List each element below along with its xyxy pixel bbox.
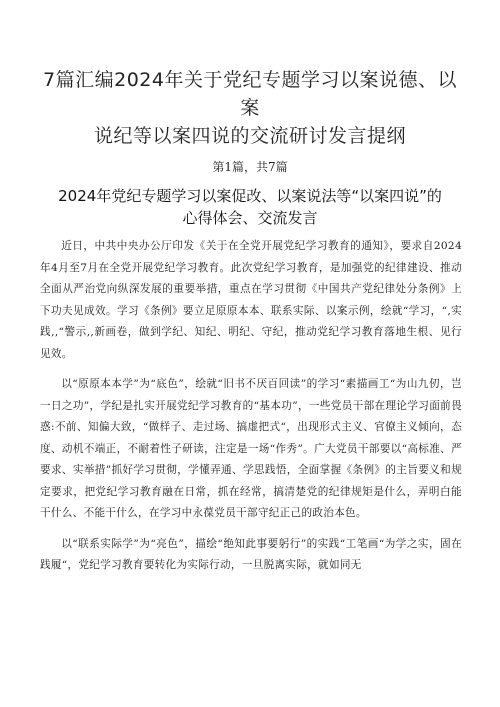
section-title-line-2: 心得体会、交流发言	[182, 209, 318, 227]
section-label: 第1篇，共7篇	[212, 160, 288, 174]
document-body	[40, 236, 462, 586]
document-title-line-2: 说纪等以案四说的交流研讨发言提纲	[93, 125, 406, 147]
section-title-line-1: 2024年党纪专题学习以案促改、以案说法等“以案四说”的	[58, 187, 442, 205]
paragraph-2: 以“原原本本学”为“底色”，绘就“旧书不厌百回读”的学习“素描画工“为山九仞，岂一日之功”，学纪是扎实开展党纪学习教育的“基本功”，一些党员干部在理论学习面前畏惑:不前、知偏大致，“做样子、走过场、搞虚把式“，出现形式主义、官僚主义倾向，态度、动机不端正，不耐着性子研读，注定是一场“作秀”。广大党员干部要以“高标准、严要求、实举措”抓好学习贯彻，学懂弄通、学思践悟，全面掌握《条例》的主旨要义和规定要求，把党纪学习教育融在日常，抓在经常，搞清楚党的纪律规矩是什么，弄明白能干什么、不能干什么，在学习中永葆党员干部守纪正己的政治本色。	[40, 378, 462, 519]
section-title	[40, 185, 460, 229]
document-title-line-1: 7篇汇编2024年关于党纪专题学习以案说德、以案	[43, 69, 457, 119]
paragraph-1: 近日，中共中央办公厅印发《关于在全党开展党纪学习教育的通知》，要求自2024年4月至7月在全党开展党纪学习教育。此次党纪学习教育，是加强党的纪律建设、推动全面从严治党向纵深发展的重要举措，重点在学习贯彻《中国共产党纪律处分条例》上下功夫见成效。学习《条例》要立足原原本本、联系实际、以案示例，绘就“学习，“,实践,,“警示,,新画卷，做到学纪、知纪、明纪、守纪，推动党纪学习教育落地生根、见行见效。	[40, 240, 462, 360]
paragraph-3: 以“联系实际学”为“亮色”，描绘“绝知此事要躬行”的实践“工笔画“为学之实，固在践履“，党纪学习教育要转化为实际行动，一旦脱离实际，就如同无	[40, 537, 462, 571]
document-title	[40, 66, 460, 150]
